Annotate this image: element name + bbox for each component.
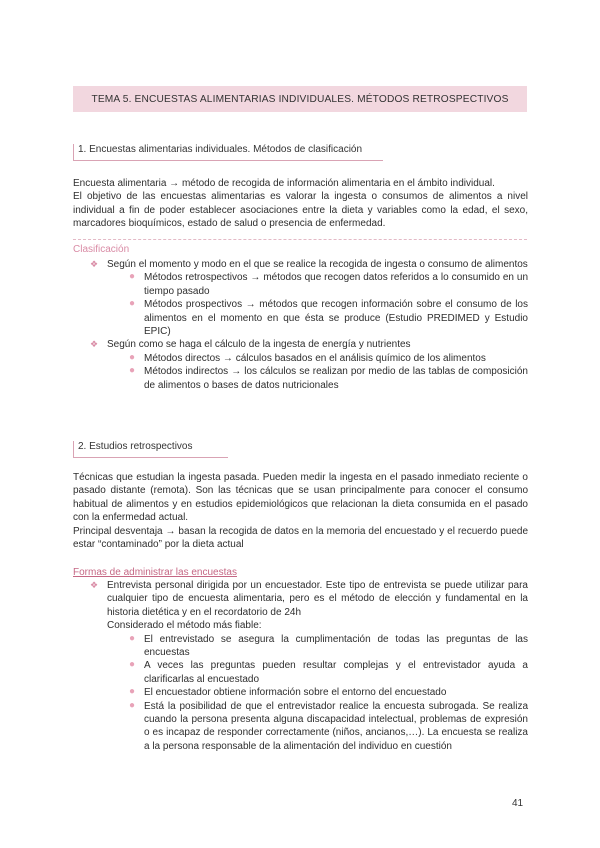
list-item: ● Métodos prospectivos → métodos que recogen información sobre el consumo de los alimentos en el momento en que ésta se produce (Estudio PREDIMED y Estudio EPIC) <box>129 298 528 338</box>
dot-bullet-icon: ● <box>129 659 136 671</box>
section-2-heading: 2. Estudios retrospectivos <box>73 441 228 458</box>
administration-list <box>73 579 528 753</box>
classification-subheading: Clasificación <box>73 244 130 255</box>
list-item: ● A veces las preguntas pueden resultar complejas y el entrevistador ayuda a clarificarlas al encuestado <box>129 659 528 685</box>
page-number: 41 <box>512 798 524 809</box>
dashed-divider <box>73 239 527 240</box>
dot-bullet-icon: ● <box>129 271 136 283</box>
list-item: ❖ Entrevista personal dirigida por un encuestador. Este tipo de entrevista se puede utilizar para cualquier tipo de encuesta alimentaria, pero es el método de elección y fundamental en la historia dietética y en el recordatorio de 24h Considerado el método más fiable: ● El entrevistado se asegura la cumplimentación de todas las preguntas de las encuestas ● A veces las preguntas pueden resultar complejas y el entrevistador ayuda a clarificarlas al encuestado ● El encuestador obtiene información sobre el entorno del encuestado ● Está la posibilidad de que el entrevistador realice la encuesta subrogada. Se realiza cuando la persona presenta alguna discapacidad intelectual, problemas de expresión o es incapaz de responder correctamente (niños, ancianos,…). La encuesta se realiza a la persona responsable de la alimentación del individuo en cuestión <box>90 580 528 752</box>
list-item: ● El entrevistado se asegura la cumplimentación de todas las preguntas de las encuestas <box>129 632 528 659</box>
administration-subheading[interactable]: Formas de administrar las encuestas <box>73 567 237 578</box>
dot-bullet-icon: ● <box>129 632 136 644</box>
classification-list <box>73 258 528 392</box>
dot-bullet-icon: ● <box>129 686 136 698</box>
section-2-intro <box>73 471 528 551</box>
section-1-intro <box>73 177 528 231</box>
list-item: ● Métodos directos → cálculos basados en el análisis químico de los alimentos <box>129 351 486 364</box>
list-item: ● Está la posibilidad de que el entrevistador realice la encuesta subrogada. Se realiza cuando la persona presenta alguna discapacidad intelectual, problemas de expresión o es incapaz de responder correctamente (niños, ancianos,…). La encuesta se realiza a la persona responsable de la alimentación del individuo en cuestión <box>129 699 528 752</box>
chapter-title: TEMA 5. ENCUESTAS ALIMENTARIAS INDIVIDUALES. MÉTODOS RETROSPECTIVOS <box>73 86 527 112</box>
list-item: ● Métodos retrospectivos → métodos que recogen datos referidos a lo consumido en un tiempo pasado <box>129 271 528 297</box>
section-1-heading: 1. Encuestas alimentarias individuales. Métodos de clasificación <box>73 144 383 161</box>
diamond-bullet-icon: ❖ <box>90 580 99 590</box>
disadvantage-paragraph: Principal desventaja → basan la recogida de datos en la memoria del encuestado y el recuerdo puede estar “contaminado” por la dieta actual <box>73 525 528 551</box>
list-item: ● Métodos indirectos → los cálculos se realizan por medio de las tablas de composición de alimentos o bases de datos nutricionales <box>129 365 528 391</box>
diamond-bullet-icon: ❖ <box>90 259 99 269</box>
diamond-bullet-icon: ❖ <box>90 339 99 350</box>
reliability-note: Considerado el método más fiable: <box>107 620 262 632</box>
list-item: ❖ Según el momento y modo en el que se realice la recogida de ingesta o consumo de alimentos ● Métodos retrospectivos → métodos que recogen datos referidos a lo consumido en un tiempo pasado ● Métodos prospectivos → métodos que recogen información sobre el consumo de los alimentos en el momento en que ésta se produce (Estudio PREDIMED y Estudio EPIC) <box>90 259 528 338</box>
dot-bullet-icon: ● <box>129 298 136 310</box>
list-item: ● El encuestador obtiene información sobre el entorno del encuestado <box>129 686 447 699</box>
dot-bullet-icon: ● <box>129 365 136 377</box>
objective-paragraph: El objetivo de las encuestas alimentarias es valorar la ingesta o consumos de alimentos a nivel individual a fin de poder establecer asociaciones entre la dieta y variables como la edad, el sexo, marcadores bioquímicos, estado de salud o presencia de enfermedad. <box>73 191 528 230</box>
list-item: ❖ Según como se haga el cálculo de la ingesta de energía y nutrientes ● Métodos directos → cálculos basados en el análisis químico de los alimentos ● Métodos indirectos → los cálculos se realizan por medio de las tablas de composición de alimentos o bases de datos nutricionales <box>90 339 528 391</box>
dot-bullet-icon: ● <box>129 351 136 363</box>
techniques-paragraph: Técnicas que estudian la ingesta pasada. Pueden medir la ingesta en el pasado inmediato reciente o pasado distante (remota). Son las técnicas que se usan principalmente para conocer el consumo habitual de alimentos y en estudios epidemiológicos que relacionan la dieta consumida en el pasado con la enfermedad actual. <box>73 472 528 524</box>
definition-paragraph: Encuesta alimentaria → método de recogida de información alimentaria en el ámbito individual. <box>73 178 495 189</box>
dot-bullet-icon: ● <box>129 699 136 711</box>
